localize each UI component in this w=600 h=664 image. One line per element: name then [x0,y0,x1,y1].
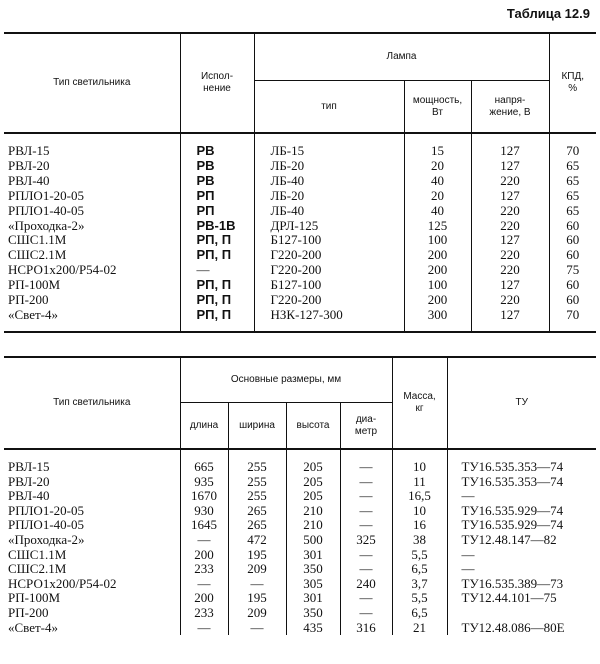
length-cell: — [180,621,228,636]
mass-cell: 38 [392,533,447,548]
luminaire-type-cell: РВЛ-40 [8,172,50,188]
header-voltage: напря- жение, В [471,81,549,134]
length-cell: 200 [180,591,228,606]
height-cell: 305 [286,577,340,592]
efficiency-cell: 60 [549,248,596,263]
tu-cell [447,606,596,621]
luminaire-type-cell: РВЛ-20 [8,157,50,173]
length-cell: 930 [180,504,228,519]
power-cell: 300 [404,308,471,332]
luminaire-type-cell: «Свет-4» [8,619,59,635]
table-row [4,233,596,248]
width-cell: 265 [228,518,286,533]
luminaire-type-cell: СШС1.1М [8,546,67,562]
luminaire-type-cell: «Свет-4» [4,308,180,332]
luminaire-type-cell: СШС2.1М [8,247,67,263]
lamp-type-cell: ЛБ-15 [254,133,404,159]
power-cell: 20 [404,159,471,174]
execution-cell: РП [180,189,254,204]
height-cell: 205 [286,475,340,490]
length-cell: 233 [180,562,228,577]
width-cell: — [228,577,286,592]
lamp-type-cell: Б127-100 [254,278,404,293]
luminaire-type-cell: РП-200 [8,292,49,308]
diameter-cell: — [340,606,392,621]
power-cell: 40 [404,174,471,189]
table-row [4,219,596,234]
mass-cell: 16,5 [392,489,447,504]
efficiency-cell: 75 [549,263,596,278]
voltage-cell: 220 [471,293,549,308]
power-cell: 100 [404,233,471,248]
luminaire-type-cell: СШС2.1М [8,561,67,577]
table-row [4,263,596,278]
execution-cell: РП, П [180,293,254,308]
table-row [4,475,596,490]
luminaire-type-cell: РП-200 [8,604,49,620]
execution-cell: РП, П [180,308,254,332]
diameter-cell: 325 [340,533,392,548]
luminaire-type-cell: СШС1.1М [8,232,67,248]
mass-cell: 6,5 [392,606,447,621]
lamp-type-cell: Г220-200 [254,293,404,308]
header-length: длина [180,403,228,450]
length-cell: 200 [180,548,228,563]
height-cell: 301 [286,548,340,563]
voltage-cell: 127 [471,233,549,248]
table-row [4,449,596,475]
header-execution: Испол- нение [180,33,254,133]
mass-cell: 11 [392,475,447,490]
voltage-cell: 220 [471,204,549,219]
power-cell: 15 [404,133,471,159]
diameter-cell: — [340,475,392,490]
mass-cell: 5,5 [392,591,447,606]
mass-cell: 3,7 [392,577,447,592]
header-mass: Масса, кг [392,357,447,449]
efficiency-cell: 60 [549,219,596,234]
luminaire-type-cell: «Проходка-2» [8,531,85,547]
length-cell: 1645 [180,518,228,533]
height-cell: 435 [286,621,340,636]
tu-cell: — [447,489,596,504]
height-cell: 350 [286,606,340,621]
power-cell: 125 [404,219,471,234]
diameter-cell: — [340,449,392,475]
diameter-cell: — [340,518,392,533]
luminaire-type-cell: НСРО1х200/Р54-02 [8,262,117,278]
width-cell: 209 [228,606,286,621]
execution-cell: РВ [180,174,254,189]
power-cell: 200 [404,248,471,263]
efficiency-cell: 70 [549,308,596,332]
tu-cell: ТУ16.535.353—74 [447,475,596,490]
luminaire-type-cell: НСРО1х200/Р54-02 [8,575,117,591]
width-cell: 472 [228,533,286,548]
tu-cell: ТУ16.535.929—74 [447,518,596,533]
lamp-type-cell: Г220-200 [254,263,404,278]
luminaire-type-cell: РВЛ-40 [8,488,50,504]
table-row [4,606,596,621]
lamp-type-cell: ЛБ-40 [254,174,404,189]
table-row [4,533,596,548]
lamp-type-cell: ДРЛ-125 [254,219,404,234]
lamp-type-cell: Г220-200 [254,248,404,263]
diameter-cell: — [340,504,392,519]
header-width: ширина [228,403,286,450]
mass-cell: 10 [392,504,447,519]
tu-cell: ТУ12.48.086—80Е [447,621,596,636]
table-row [4,189,596,204]
table-row [4,159,596,174]
luminaire-type-cell: РВЛ-20 [8,473,50,489]
power-cell: 100 [404,278,471,293]
execution-cell: РП, П [180,278,254,293]
lamp-type-cell: НЗК-127-300 [254,308,404,332]
luminaire-type-cell: РПЛО1-40-05 [8,202,84,218]
width-cell: 195 [228,548,286,563]
diameter-cell: — [340,591,392,606]
lamp-type-cell: ЛБ-40 [254,204,404,219]
height-cell: 205 [286,489,340,504]
header-type: Тип светильника [4,33,180,133]
table-row [4,591,596,606]
execution-cell: РП, П [180,233,254,248]
luminaire-type-cell: РП-100М [8,277,61,293]
efficiency-cell: 65 [549,189,596,204]
header-type-2: Тип светильника [4,357,180,449]
table-row [4,577,596,592]
table-row [4,293,596,308]
header-lamp: Лампа [254,33,549,81]
execution-cell: РП, П [180,248,254,263]
voltage-cell: 127 [471,133,549,159]
diameter-cell: — [340,489,392,504]
tu-cell: ТУ16.535.929—74 [447,504,596,519]
tu-cell: ТУ16.535.353—74 [447,449,596,475]
mass-cell: 10 [392,449,447,475]
efficiency-cell: 65 [549,174,596,189]
table-row [4,621,596,636]
voltage-cell: 220 [471,263,549,278]
header-efficiency: КПД, % [549,33,596,133]
mass-cell: 16 [392,518,447,533]
table-caption: Таблица 12.9 [506,6,590,21]
power-cell: 200 [404,293,471,308]
efficiency-cell: 60 [549,278,596,293]
luminaire-type-cell: РВЛ-15 [8,143,50,158]
execution-cell: — [180,263,254,278]
width-cell: 209 [228,562,286,577]
table-row [4,133,596,159]
table-row [4,562,596,577]
height-cell: 350 [286,562,340,577]
tu-cell: ТУ16.535.389—73 [447,577,596,592]
luminaire-type-cell: РПЛО1-20-05 [8,502,84,518]
luminaire-type-cell: «Проходка-2» [8,217,85,233]
length-cell: 233 [180,606,228,621]
height-cell: 500 [286,533,340,548]
width-cell: 265 [228,504,286,519]
efficiency-cell: 70 [549,133,596,159]
header-tu: ТУ [447,357,596,449]
mass-cell: 6,5 [392,562,447,577]
luminaire-lamp-table [4,32,596,333]
diameter-cell: — [340,548,392,563]
lamp-type-cell: ЛБ-20 [254,189,404,204]
voltage-cell: 127 [471,159,549,174]
luminaire-type-cell: РВЛ-15 [8,459,50,474]
efficiency-cell: 60 [549,233,596,248]
power-cell: 20 [404,189,471,204]
luminaire-type-cell: РПЛО1-40-05 [8,517,84,533]
header-dimensions: Основные размеры, мм [180,357,392,403]
execution-cell: РВ [180,133,254,159]
width-cell: 255 [228,475,286,490]
luminaire-type-cell: РПЛО1-20-05 [8,187,84,203]
voltage-cell: 127 [471,308,549,332]
lamp-type-cell: Б127-100 [254,233,404,248]
mass-cell: 21 [392,621,447,636]
table-row [4,548,596,563]
efficiency-cell: 60 [549,293,596,308]
width-cell: 195 [228,591,286,606]
table-row [4,248,596,263]
length-cell: 935 [180,475,228,490]
execution-cell: РП [180,204,254,219]
height-cell: 301 [286,591,340,606]
voltage-cell: 127 [471,189,549,204]
height-cell: 210 [286,518,340,533]
table-row [4,504,596,519]
luminaire-type-cell: РП-100М [8,590,61,606]
header-power: мощность, Вт [404,81,471,134]
diameter-cell: 240 [340,577,392,592]
table-row [4,489,596,504]
table-row [4,278,596,293]
power-cell: 200 [404,263,471,278]
tu-cell: ТУ12.48.147—82 [447,533,596,548]
table-row [4,174,596,189]
tu-cell: — [447,548,596,563]
diameter-cell: 316 [340,621,392,636]
height-cell: 210 [286,504,340,519]
luminaire-dimensions-table [4,356,596,635]
efficiency-cell: 65 [549,204,596,219]
power-cell: 40 [404,204,471,219]
length-cell: 665 [180,449,228,475]
execution-cell: РВ-1В [180,219,254,234]
header-diameter: диа- метр [340,403,392,450]
tu-cell: ТУ12.44.101—75 [447,591,596,606]
diameter-cell: — [340,562,392,577]
length-cell: — [180,577,228,592]
width-cell: 255 [228,449,286,475]
voltage-cell: 220 [471,248,549,263]
lamp-type-cell: ЛБ-20 [254,159,404,174]
length-cell: — [180,533,228,548]
tu-cell: — [447,562,596,577]
voltage-cell: 127 [471,278,549,293]
height-cell: 205 [286,449,340,475]
efficiency-cell: 65 [549,159,596,174]
execution-cell: РВ [180,159,254,174]
header-height: высота [286,403,340,450]
length-cell: 1670 [180,489,228,504]
header-lamp-type: тип [254,81,404,134]
width-cell: — [228,621,286,636]
voltage-cell: 220 [471,174,549,189]
mass-cell: 5,5 [392,548,447,563]
table-row [4,518,596,533]
table-row [4,204,596,219]
width-cell: 255 [228,489,286,504]
table-row [4,308,596,332]
voltage-cell: 220 [471,219,549,234]
